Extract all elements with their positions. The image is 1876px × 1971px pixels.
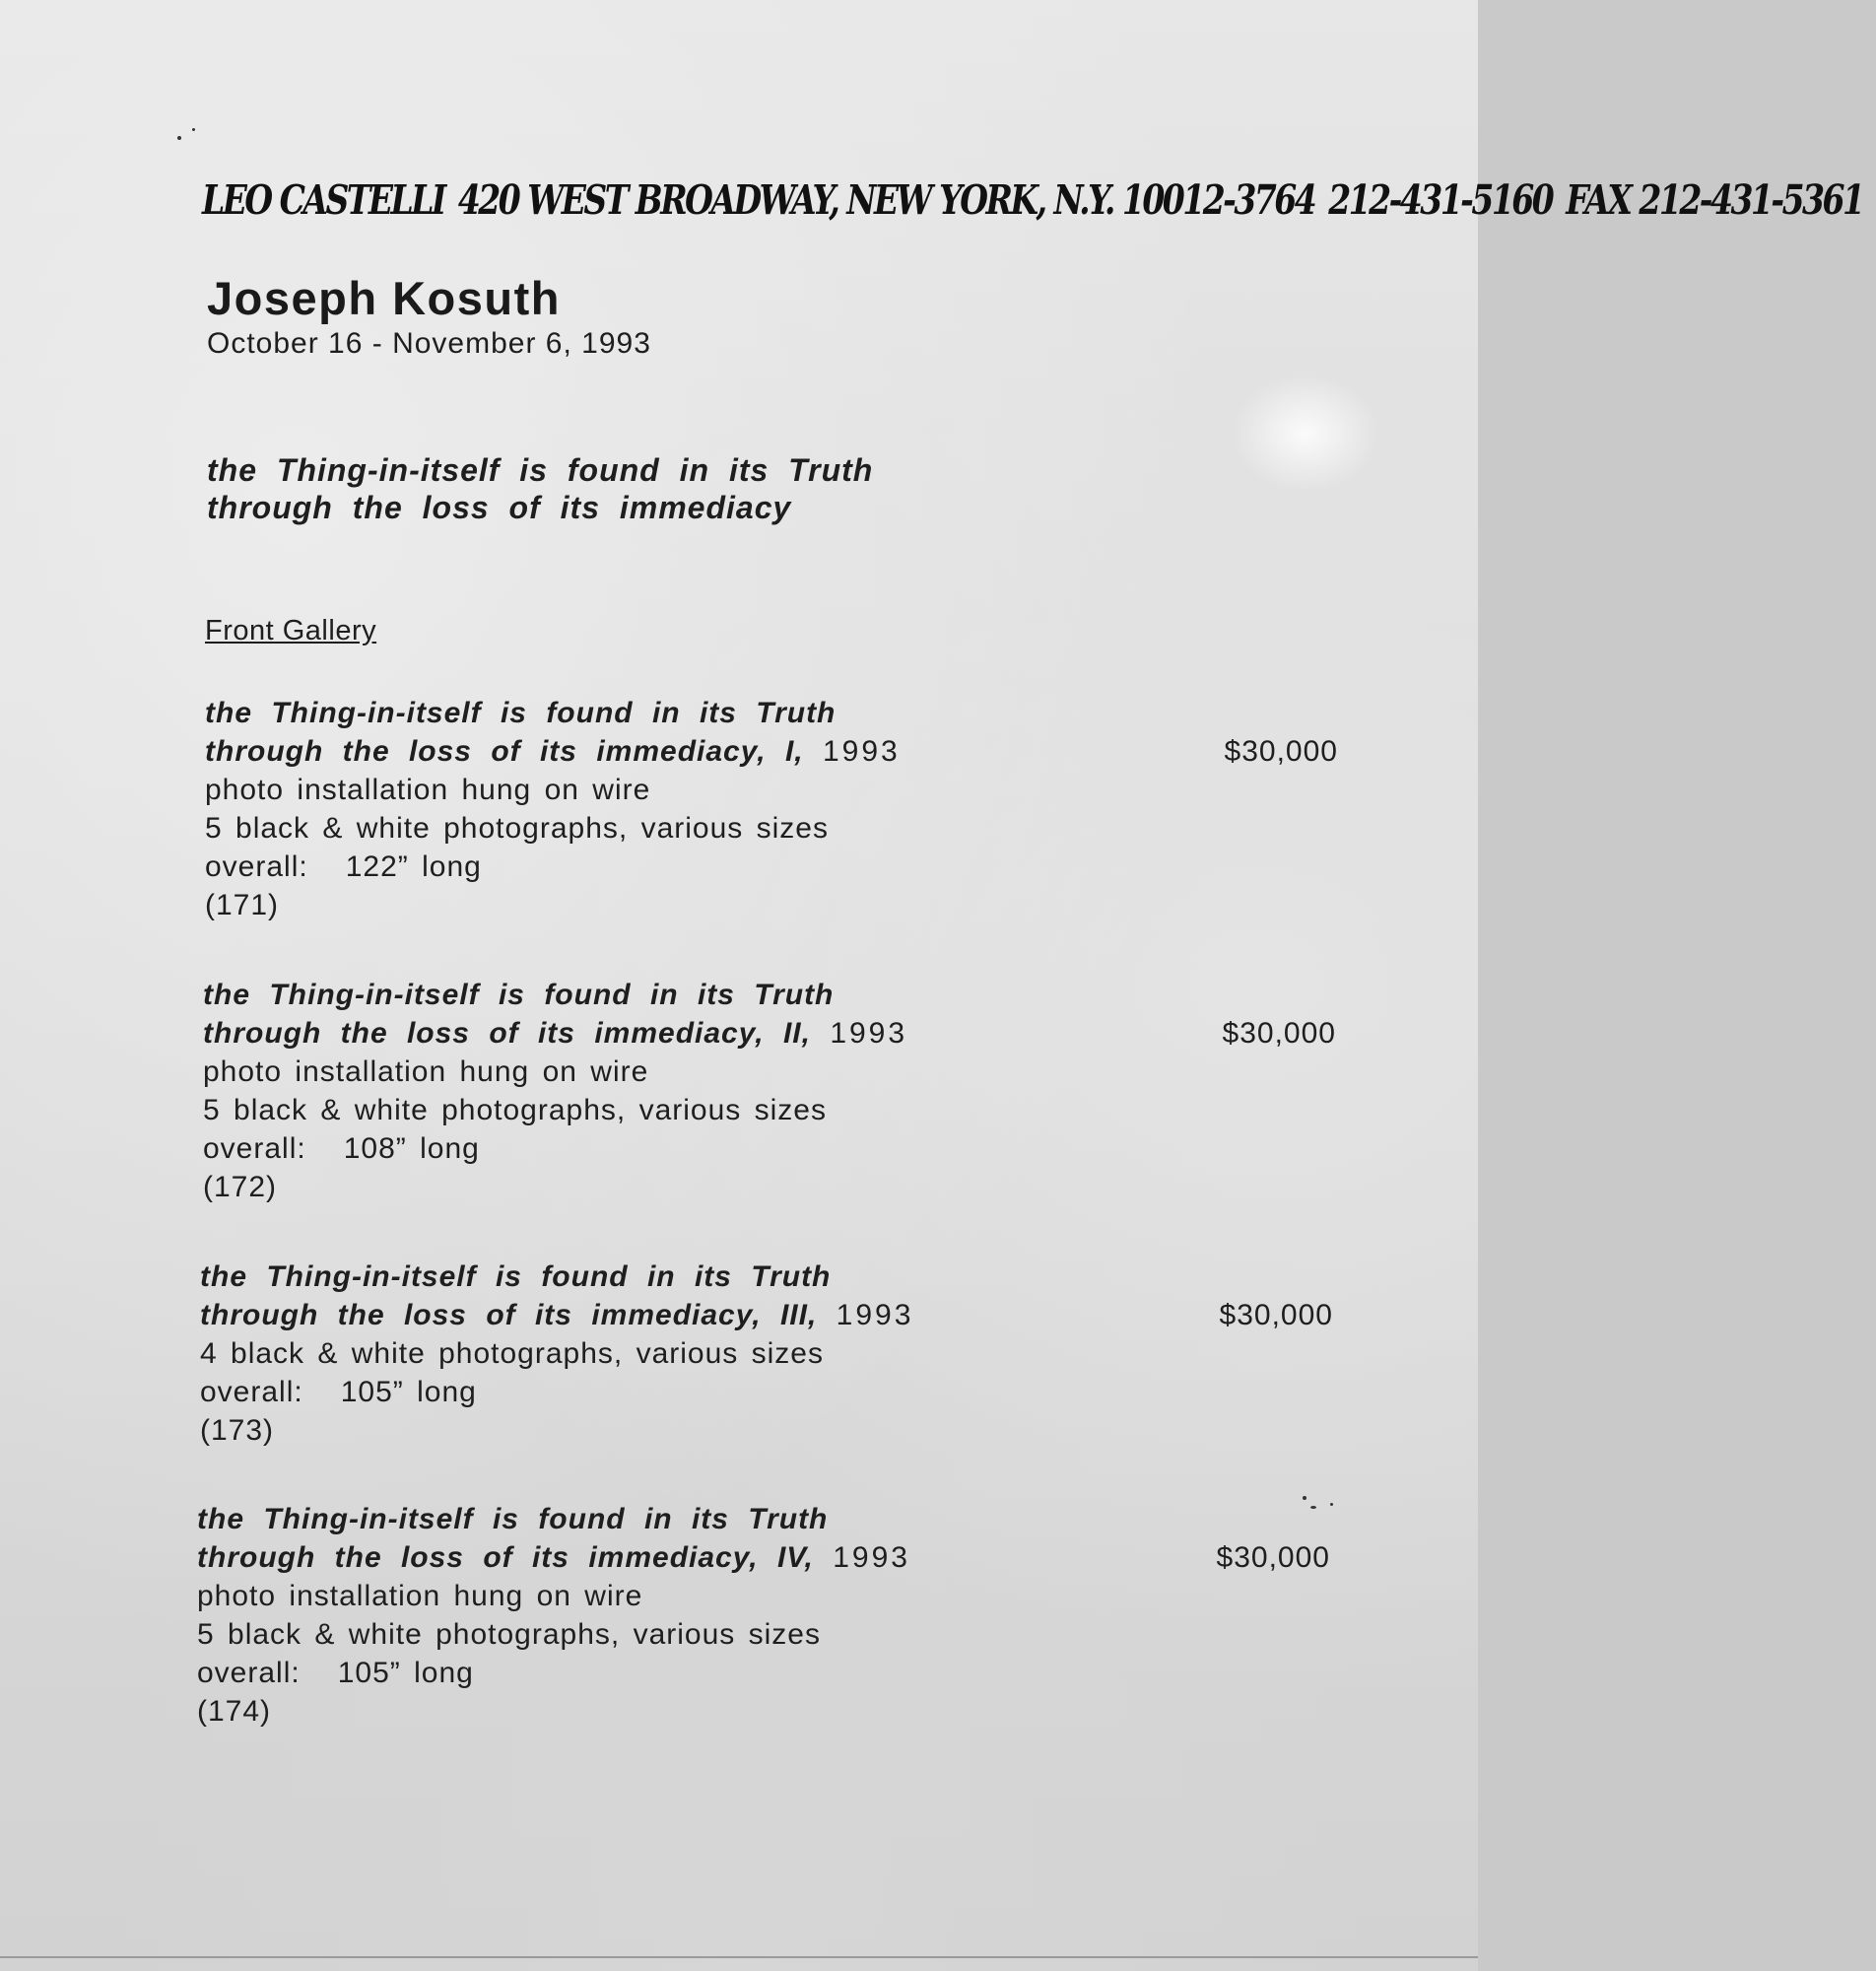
work-inventory-number: (174) bbox=[197, 1695, 272, 1728]
work-year: 1993 bbox=[830, 1017, 908, 1050]
work-title-line-2: through the loss of its immediacy, III, bbox=[200, 1299, 818, 1331]
exhibition-title-line-2: through the loss of its immediacy bbox=[207, 490, 792, 525]
artist-name: Joseph Kosuth bbox=[207, 272, 561, 324]
work-medium: photo installation hung on wire bbox=[197, 1580, 643, 1612]
work-entry bbox=[200, 1257, 1333, 1450]
exhibition-title-line-1: the Thing-in-itself is found in its Truth bbox=[207, 452, 874, 488]
section-heading: Front Gallery bbox=[205, 615, 377, 646]
work-photographs: 5 black & white photographs, various sizes bbox=[205, 812, 829, 845]
work-title-line-1: the Thing-in-itself is found in its Truth bbox=[197, 1503, 829, 1535]
letterhead-gallery-name: LEO CASTELLI bbox=[202, 175, 444, 224]
work-dimension: 105” long bbox=[340, 1376, 477, 1408]
work-title-line-2: through the loss of its immediacy, II, bbox=[203, 1017, 811, 1050]
work-title-line-2: through the loss of its immediacy, I, bbox=[205, 735, 804, 768]
work-inventory-number: (172) bbox=[203, 1171, 278, 1203]
letterhead-address: 420 WEST BROADWAY, NEW YORK, N.Y. 10012-3764 bbox=[457, 175, 1315, 224]
work-price: $30,000 bbox=[1216, 1541, 1330, 1574]
light-glare bbox=[1232, 374, 1379, 493]
work-entry bbox=[203, 976, 1336, 1206]
letterhead-fax: FAX 212-431-5361 bbox=[1566, 175, 1863, 224]
work-dimension: 108” long bbox=[343, 1132, 480, 1165]
work-entry bbox=[197, 1500, 1330, 1731]
work-dimension-label: overall: bbox=[200, 1376, 303, 1408]
exhibition-title bbox=[207, 451, 873, 526]
work-title-line-1: the Thing-in-itself is found in its Truth bbox=[205, 697, 837, 729]
work-year: 1993 bbox=[822, 735, 901, 768]
work-dimension-label: overall: bbox=[197, 1657, 301, 1689]
work-title-line-1: the Thing-in-itself is found in its Truth bbox=[203, 979, 835, 1011]
work-year: 1993 bbox=[833, 1541, 910, 1574]
work-price: $30,000 bbox=[1219, 1299, 1333, 1331]
gallery-letterhead bbox=[202, 175, 1863, 224]
page-bottom-edge bbox=[0, 1956, 1478, 1958]
work-inventory-number: (171) bbox=[205, 889, 280, 921]
work-price: $30,000 bbox=[1222, 1017, 1336, 1050]
work-dimension-label: overall: bbox=[203, 1132, 306, 1165]
work-medium: photo installation hung on wire bbox=[203, 1055, 649, 1088]
work-title-line-1: the Thing-in-itself is found in its Truth bbox=[200, 1260, 832, 1293]
exhibition-dates: October 16 - November 6, 1993 bbox=[207, 327, 651, 360]
work-dimension: 105” long bbox=[337, 1657, 474, 1689]
work-photographs: 5 black & white photographs, various sizes bbox=[203, 1094, 827, 1126]
work-medium: photo installation hung on wire bbox=[205, 774, 651, 806]
work-title-line-2: through the loss of its immediacy, IV, bbox=[197, 1541, 814, 1574]
work-year: 1993 bbox=[836, 1299, 914, 1331]
work-photographs: 5 black & white photographs, various sizes bbox=[197, 1618, 821, 1651]
work-photographs: 4 black & white photographs, various sizes bbox=[200, 1337, 824, 1370]
work-dimension-label: overall: bbox=[205, 850, 308, 883]
letterhead-phone: 212-431-5160 bbox=[1328, 175, 1553, 224]
work-dimension: 122” long bbox=[345, 850, 482, 883]
work-price: $30,000 bbox=[1224, 735, 1338, 768]
work-inventory-number: (173) bbox=[200, 1414, 275, 1447]
work-entry bbox=[205, 694, 1338, 924]
